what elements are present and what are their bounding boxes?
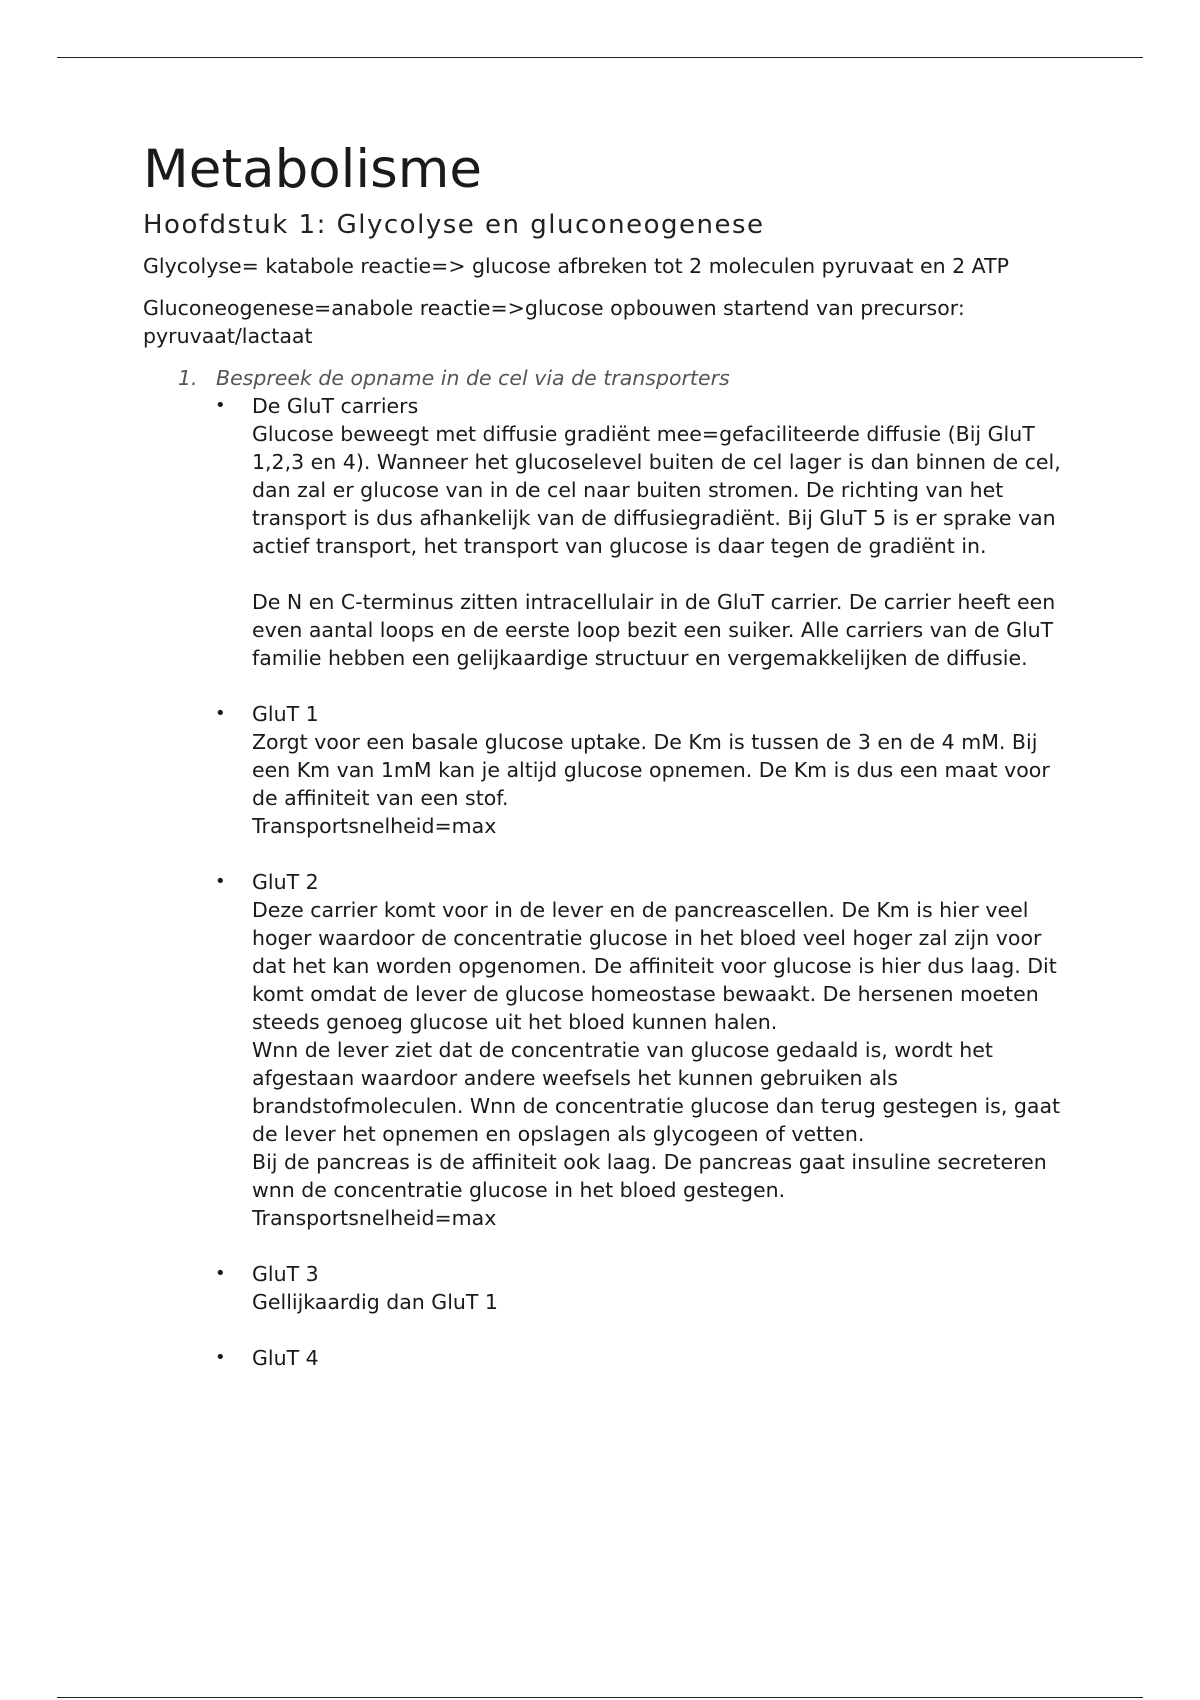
list-item-text: Bij de pancreas is de affiniteit ook laag. De pancreas gaat insuline secreteren wnn de concentratie glucose in het bloed gestegen. (252, 1150, 1047, 1202)
question-item (178, 364, 1063, 392)
list-item-title: GluT 2 (252, 870, 319, 894)
list-item (215, 392, 1063, 700)
list-item-text: Wnn de lever ziet dat de concentratie van glucose gedaald is, wordt het afgestaan waardoor andere weefsels het kunnen gebruiken als brandstofmoleculen. Wnn de concentratie glucose dan terug gestegen is, gaat de lever het opnemen en opslagen als glycogeen of vetten. (252, 1038, 1061, 1146)
bullet-icon: • (215, 395, 226, 416)
question-text: Bespreek de opname in de cel via de transporters (216, 366, 730, 390)
list-item-text: Glucose beweegt met diffusie gradiënt mee=gefaciliteerde diffusie (Bij GluT 1,2,3 en 4). Wanneer het glucoselevel buiten de cel lager is dan binnen de cel, dan zal er glucose van in de cel naar buiten stromen. De richting van het transport is dus afhankelijk van de diffusiegradiënt. Bij GluT 5 is er sprake van actief transport, het transport van glucose is daar tegen de gradiënt in. (252, 422, 1061, 558)
list-item (215, 700, 1063, 868)
list-item-title: GluT 1 (252, 702, 319, 726)
question-number: 1. (178, 366, 198, 390)
list-item-text: Gellijkaardig dan GluT 1 (252, 1290, 498, 1314)
list-item-title: GluT 4 (252, 1346, 319, 1370)
list-item-text: Zorgt voor een basale glucose uptake. De Km is tussen de 3 en de 4 mM. Bij een Km van 1mM kan je altijd glucose opnemen. De Km is dus een maat voor de affiniteit van een stof. (252, 730, 1050, 810)
transporter-list (215, 392, 1063, 1372)
document-body (143, 138, 1063, 1372)
list-item (215, 868, 1063, 1260)
document-title: Metabolisme (143, 139, 482, 200)
bullet-icon: • (215, 703, 226, 724)
list-item-title: De GluT carriers (252, 394, 419, 418)
bottom-rule (57, 1697, 1143, 1698)
list-item (215, 1260, 1063, 1344)
intro-glycolyse: Glycolyse= katabole reactie=> glucose afbreken tot 2 moleculen pyruvaat en 2 ATP (143, 254, 1009, 278)
top-rule (57, 57, 1143, 58)
list-item-text: Transportsnelheid=max (252, 814, 497, 838)
list-item-title: GluT 3 (252, 1262, 319, 1286)
list-item-text: De N en C-terminus zitten intracellulair in de GluT carrier. De carrier heeft een even aantal loops en de eerste loop bezit een suiker. Alle carriers van de GluT familie hebben een gelijkaardige structuur en vergemakkelijken de diffusie. (252, 590, 1056, 670)
bullet-icon: • (215, 871, 226, 892)
chapter-heading: Hoofdstuk 1: Glycolyse en gluconeogenese (143, 210, 765, 240)
bullet-icon: • (215, 1347, 226, 1368)
intro-gluconeogenese: Gluconeogenese=anabole reactie=>glucose opbouwen startend van precursor: pyruvaat/lactaat (143, 296, 965, 348)
list-item-text: Deze carrier komt voor in de lever en de pancreascellen. De Km is hier veel hoger waardoor de concentratie glucose in het bloed veel hoger zal zijn voor dat het kan worden opgenomen. De affiniteit voor glucose is hier dus laag. Dit komt omdat de lever de glucose homeostase bewaakt. De hersenen moeten steeds genoeg glucose uit het bloed kunnen halen. (252, 898, 1057, 1034)
bullet-icon: • (215, 1263, 226, 1284)
list-item-text: Transportsnelheid=max (252, 1206, 497, 1230)
list-item (215, 1344, 1063, 1372)
